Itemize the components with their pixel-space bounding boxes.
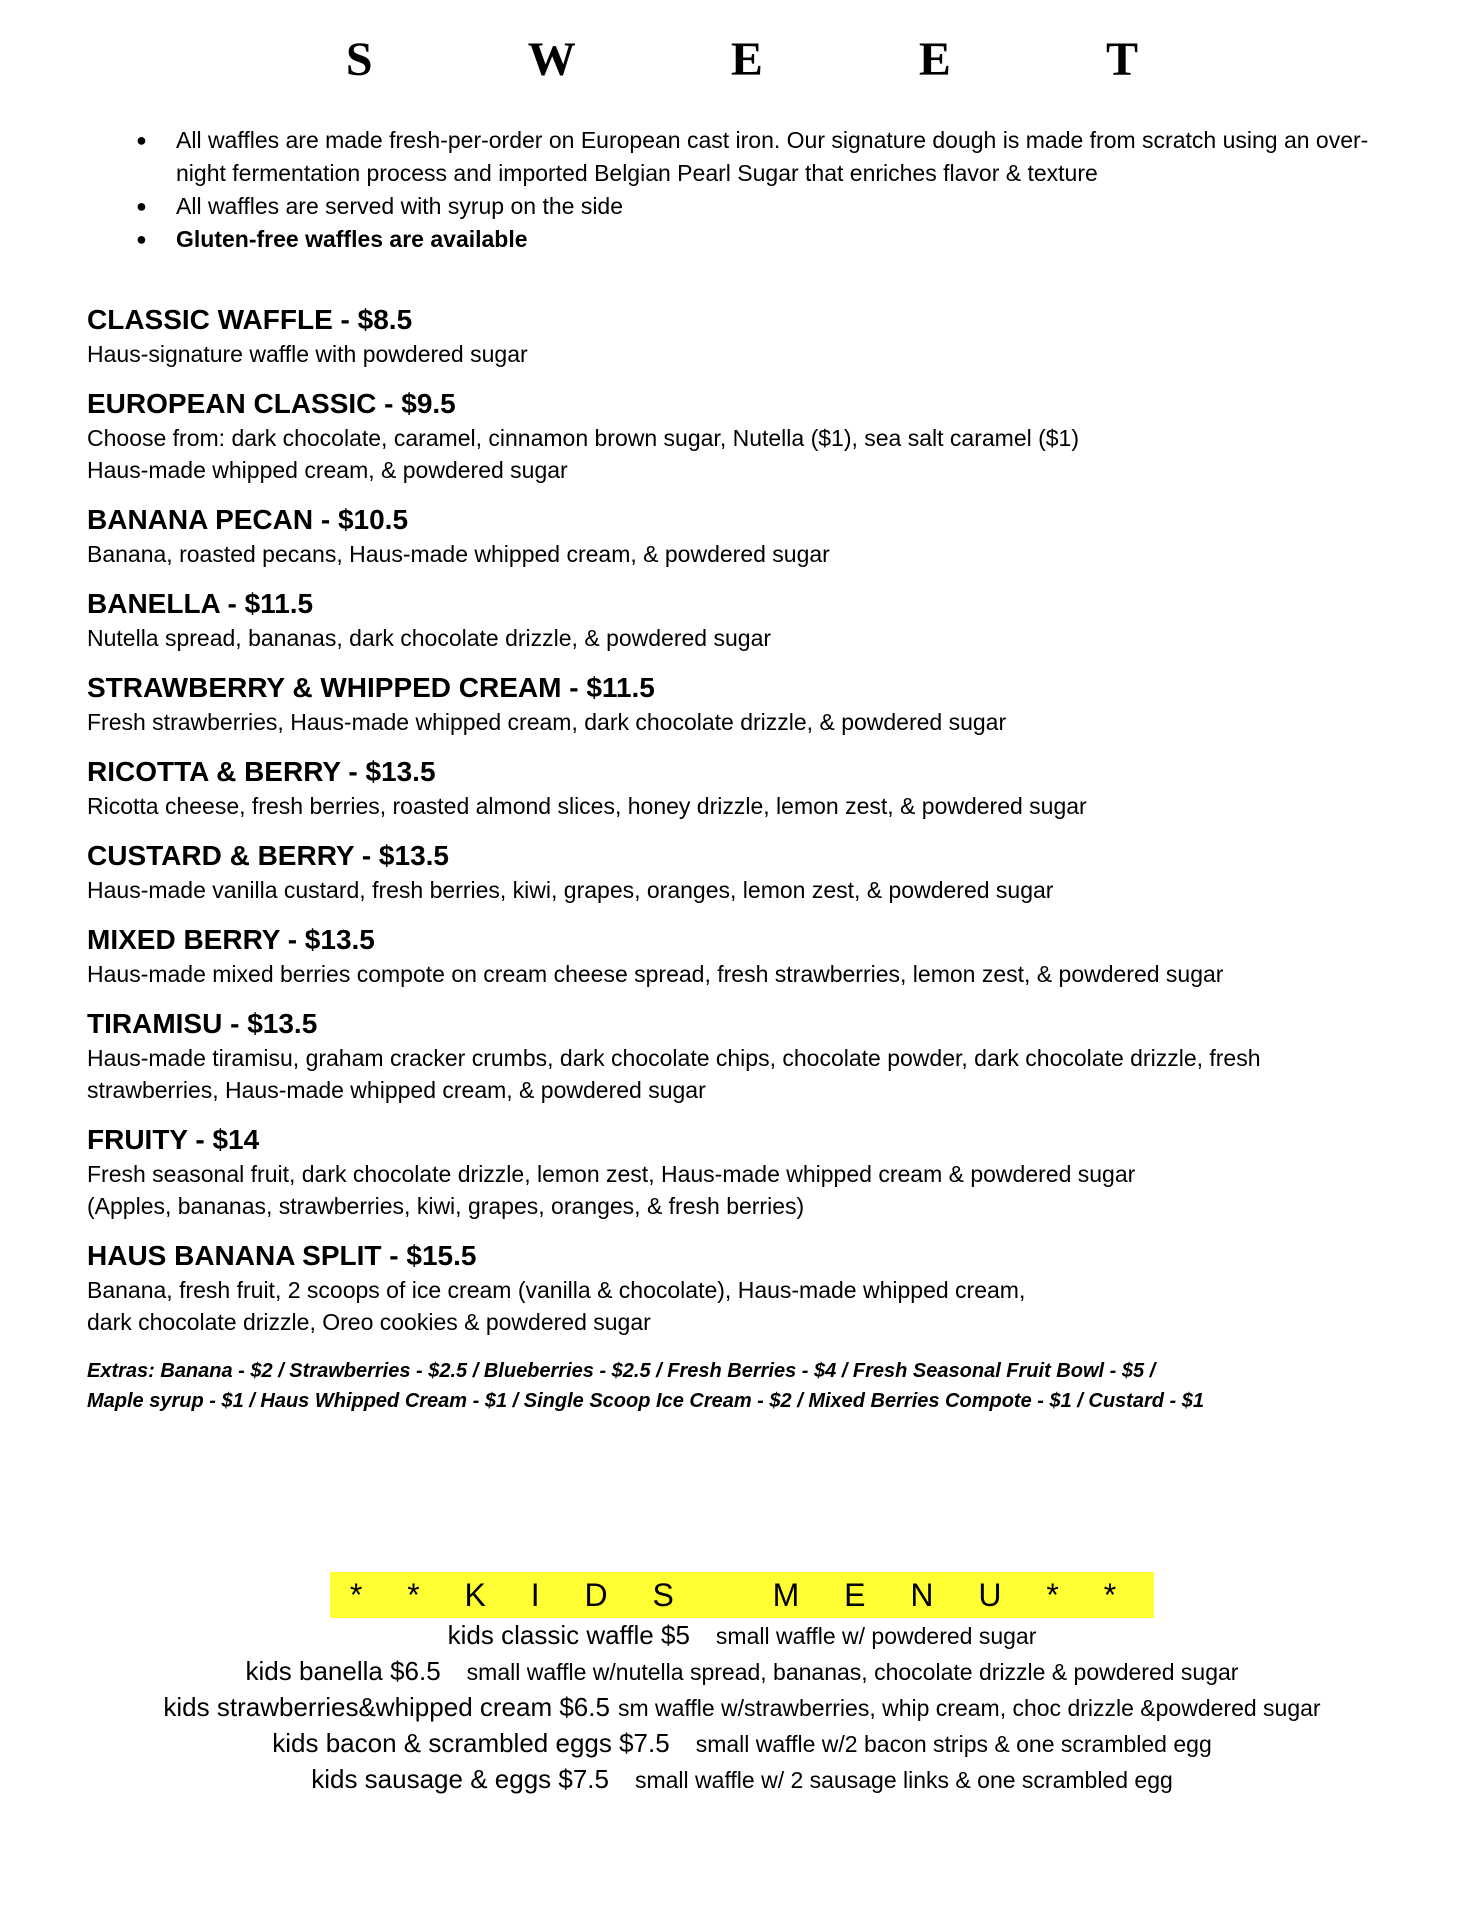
kids-menu-item: [0, 1690, 1484, 1726]
kids-item-description: small waffle w/ powdered sugar: [715, 1623, 1037, 1649]
menu-item-description: dark chocolate drizzle, Oreo cookies & powdered sugar: [87, 1309, 651, 1335]
extras-line: Maple syrup - $1 / Haus Whipped Cream - $1 / Single Scoop Ice Cream - $2 / Mixed Berries Compote - $1 / Custard - $1: [87, 1390, 1204, 1412]
kids-menu-item: [0, 1654, 1484, 1690]
kids-item-name: kids bacon & scrambled eggs $7.5: [272, 1728, 670, 1758]
bullet-icon: ●: [136, 229, 147, 249]
kids-item-description: sm waffle w/strawberries, whip cream, choc drizzle &powdered sugar: [617, 1695, 1321, 1721]
menu-item-description: (Apples, bananas, strawberries, kiwi, grapes, oranges, & fresh berries): [87, 1193, 805, 1219]
menu-item-title: STRAWBERRY & WHIPPED CREAM - $11.5: [87, 672, 655, 703]
extras-line: Extras: Banana - $2 / Strawberries - $2.5 / Blueberries - $2.5 / Fresh Berries - $4 / Fresh Seasonal Fruit Bowl - $5 /: [87, 1360, 1156, 1382]
menu-item-fruity: [87, 1122, 1427, 1222]
menu-item-title: FRUITY - $14: [87, 1124, 260, 1155]
menu-item-banana-pecan: [87, 502, 1427, 570]
info-bullet-gluten-free: [136, 223, 1396, 256]
menu-item-title: CUSTARD & BERRY - $13.5: [87, 840, 450, 871]
menu-item-description: Banana, roasted pecans, Haus-made whipped cream, & powdered sugar: [87, 541, 830, 567]
kids-item-name: kids banella $6.5: [245, 1656, 441, 1686]
menu-item-tiramisu: [87, 1006, 1427, 1106]
menu-item-description: Nutella spread, bananas, dark chocolate drizzle, & powdered sugar: [87, 625, 772, 651]
menu-item-title: BANELLA - $11.5: [87, 588, 314, 619]
menu-item-european-classic: [87, 386, 1427, 486]
extras-section: [87, 1356, 1427, 1416]
menu-item-title: EUROPEAN CLASSIC - $9.5: [87, 388, 456, 419]
menu-item-title: MIXED BERRY - $13.5: [87, 924, 375, 955]
menu-item-title: BANANA PECAN - $10.5: [87, 504, 409, 535]
menu-item-mixed-berry: [87, 922, 1427, 990]
kids-menu-item: [0, 1726, 1484, 1762]
menu-item-title: RICOTTA & BERRY - $13.5: [87, 756, 436, 787]
kids-menu-item: [0, 1762, 1484, 1798]
info-bullets: [136, 124, 1396, 256]
menu-item-description: strawberries, Haus-made whipped cream, & powdered sugar: [87, 1077, 706, 1103]
menu-item-title: CLASSIC WAFFLE - $8.5: [87, 304, 413, 335]
info-bullet-text: All waffles are made fresh-per-order on European cast iron. Our signature dough is made from scratch using an over-night fermentation process and imported Belgian Pearl Sugar that enriches flavor & texture: [176, 127, 1369, 186]
kids-item-description: small waffle w/ 2 sausage links & one scrambled egg: [634, 1767, 1173, 1793]
info-bullet-text: Gluten-free waffles are available: [176, 226, 528, 252]
menu-item-description: Haus-made mixed berries compote on cream cheese spread, fresh strawberries, lemon zest, & powdered sugar: [87, 961, 1224, 987]
kids-menu: [0, 1572, 1484, 1798]
menu-item-banella: [87, 586, 1427, 654]
page-title: S W E E T: [345, 33, 1211, 86]
menu-item-description: Fresh seasonal fruit, dark chocolate drizzle, lemon zest, Haus-made whipped cream & powdered sugar: [87, 1161, 1136, 1187]
menu-item-description: Haus-made tiramisu, graham cracker crumbs, dark chocolate chips, chocolate powder, dark chocolate drizzle, fresh: [87, 1045, 1261, 1071]
menu-item-classic-waffle: [87, 302, 1427, 370]
kids-menu-item: [0, 1618, 1484, 1654]
menu-item-ricotta-berry: [87, 754, 1427, 822]
bullet-icon: ●: [136, 130, 147, 150]
kids-item-name: kids sausage & eggs $7.5: [311, 1764, 609, 1794]
kids-item-description: small waffle w/2 bacon strips & one scrambled egg: [695, 1731, 1212, 1757]
menu-item-strawberry-whipped-cream: [87, 670, 1427, 738]
menu-item-custard-berry: [87, 838, 1427, 906]
menu-item-haus-banana-split: [87, 1238, 1427, 1338]
info-bullet-text: All waffles are served with syrup on the side: [176, 193, 624, 219]
kids-item-name: kids classic waffle $5: [447, 1620, 690, 1650]
menu-item-title: HAUS BANANA SPLIT - $15.5: [87, 1240, 477, 1271]
menu-item-description: Banana, fresh fruit, 2 scoops of ice cream (vanilla & chocolate), Haus-made whipped cream,: [87, 1277, 1026, 1303]
menu-item-description: Fresh strawberries, Haus-made whipped cream, dark chocolate drizzle, & powdered sugar: [87, 709, 1007, 735]
info-bullet: [136, 124, 1396, 190]
waffle-menu: [87, 302, 1427, 1416]
menu-item-description: Haus-made vanilla custard, fresh berries, kiwi, grapes, oranges, lemon zest, & powdered sugar: [87, 877, 1054, 903]
menu-item-title: TIRAMISU - $13.5: [87, 1008, 318, 1039]
bullet-icon: ●: [136, 196, 147, 216]
menu-item-description: Choose from: dark chocolate, caramel, cinnamon brown sugar, Nutella ($1), sea salt caramel ($1): [87, 425, 1080, 451]
menu-item-description: Haus-made whipped cream, & powdered sugar: [87, 457, 568, 483]
menu-item-description: Haus-signature waffle with powdered sugar: [87, 341, 528, 367]
kids-menu-heading: * * K I D S M E N U * *: [330, 1572, 1154, 1618]
kids-item-description: small waffle w/nutella spread, bananas, chocolate drizzle & powdered sugar: [466, 1659, 1239, 1685]
info-bullet: [136, 190, 1396, 223]
menu-item-description: Ricotta cheese, fresh berries, roasted almond slices, honey drizzle, lemon zest, & powdered sugar: [87, 793, 1087, 819]
kids-item-name: kids strawberries&whipped cream $6.5: [163, 1692, 610, 1722]
